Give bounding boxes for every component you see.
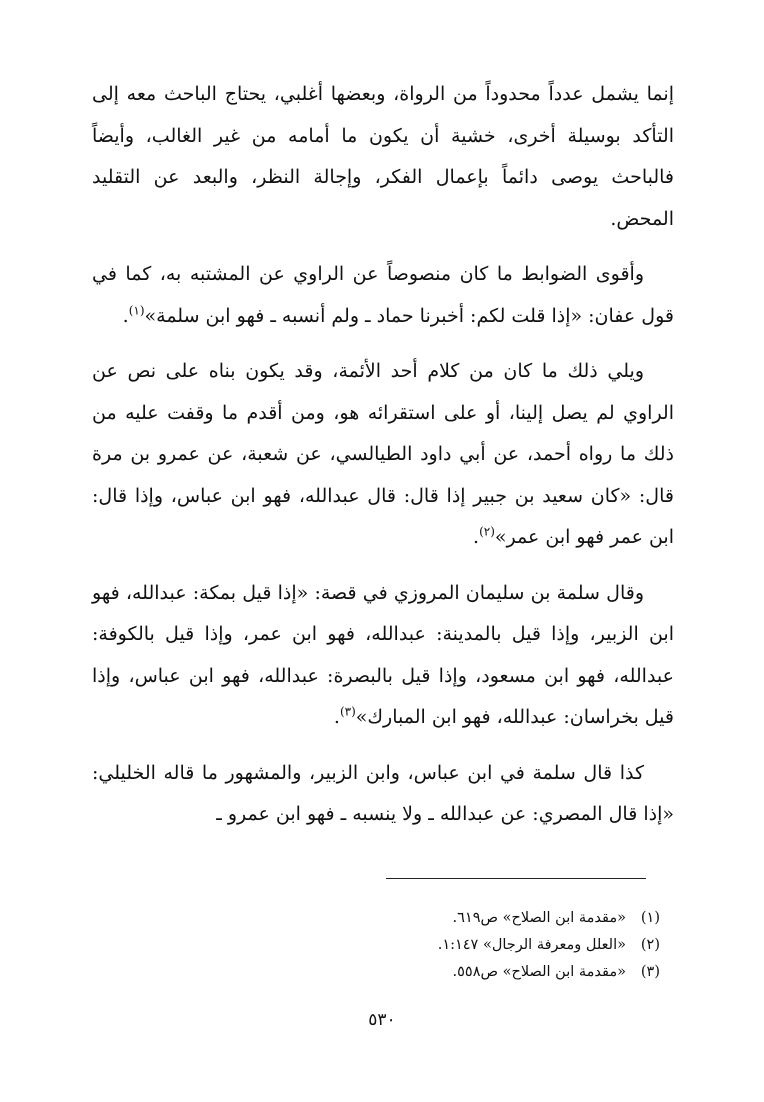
footnote-item	[360, 959, 660, 986]
footnote-item	[360, 932, 660, 959]
paragraph-2	[92, 254, 674, 337]
footnote-ref-1: (١)	[128, 303, 145, 318]
paragraph-4-text: وقال سلمة بن سليمان المروزي في قصة: «إذا قيل بمكة: عبدالله، فهو ابن الزبير، وإذا قيل بالمدينة: عبدالله، فهو ابن عمر، وإذا قيل بالكوفة: عبدالله، فهو ابن مسعود، وإذا قيل بالبصرة: عبدالله، فهو ابن عباس، وإذا قيل بخراسان: عبدالله، فهو ابن المبارك»	[92, 581, 674, 728]
footnote-number: (٣)	[640, 964, 660, 980]
paragraph-5-text: كذا قال سلمة في ابن عباس، وابن الزبير، والمشهور ما قاله الخليلي: «إذا قال المصري: عن عبدالله ـ ولا ينسبه ـ فهو ابن عمرو ـ	[92, 761, 674, 825]
paragraph-3-text: ويلي ذلك ما كان من كلام أحد الأئمة، وقد يكون بناه على نص عن الراوي لم يصل إلينا، أو على استقرائه هو، ومن أقدم ما وقفت عليه من ذلك ما رواه أحمد، عن أبي داود الطيالسي، عن شعبة، عن عمرو بن مرة قال: «كان سعيد بن جبير إذا قال: قال عبدالله، فهو ابن عباس، وإذا قال: ابن عمر فهو ابن عمر»	[92, 360, 674, 548]
paragraph-4	[92, 573, 674, 739]
footnote-number: (٢)	[640, 937, 660, 953]
footnote-number: (١)	[640, 910, 660, 926]
paragraph-2-tail: .	[122, 304, 129, 327]
paragraph-4-tail: .	[333, 706, 340, 728]
footnote-text: «مقدمة ابن الصلاح» ص٦١٩.	[452, 910, 626, 926]
paragraph-3	[92, 351, 674, 559]
footnote-ref-3: (٣)	[339, 704, 356, 719]
paragraph-2-text: وأقوى الضوابط ما كان منصوصاً عن الراوي عن المشتبه به، كما في قول عفان: «إذا قلت لكم: أخبرنا حماد ـ ولم أنسبه ـ فهو ابن سلمة»	[92, 263, 674, 327]
footnote-item	[360, 905, 660, 932]
footnote-text: «العلل ومعرفة الرجال» ١:١٤٧.	[437, 937, 626, 953]
footnote-ref-2: (٢)	[479, 524, 495, 539]
footnotes	[360, 905, 660, 986]
paragraph-5	[92, 753, 674, 836]
page-number: ٥٣٠	[368, 1010, 396, 1030]
paragraph-1	[92, 74, 674, 240]
footnote-text: «مقدمة ابن الصلاح» ص٥٥٨.	[452, 964, 626, 980]
paragraph-1-text: إنما يشمل عدداً محدوداً من الرواة، وبعضها أغلبي، يحتاج الباحث معه إلى التأكد بوسيلة أخرى، خشية أن يكون ما أمامه من غير الغالب، وأيضاً فالباحث يوصى دائماً بإعمال الفكر، وإجالة النظر، والبعد عن التقليد المحض.	[92, 83, 674, 230]
main-text	[92, 74, 674, 836]
footnote-divider	[386, 878, 646, 879]
paragraph-3-tail: .	[473, 526, 480, 548]
